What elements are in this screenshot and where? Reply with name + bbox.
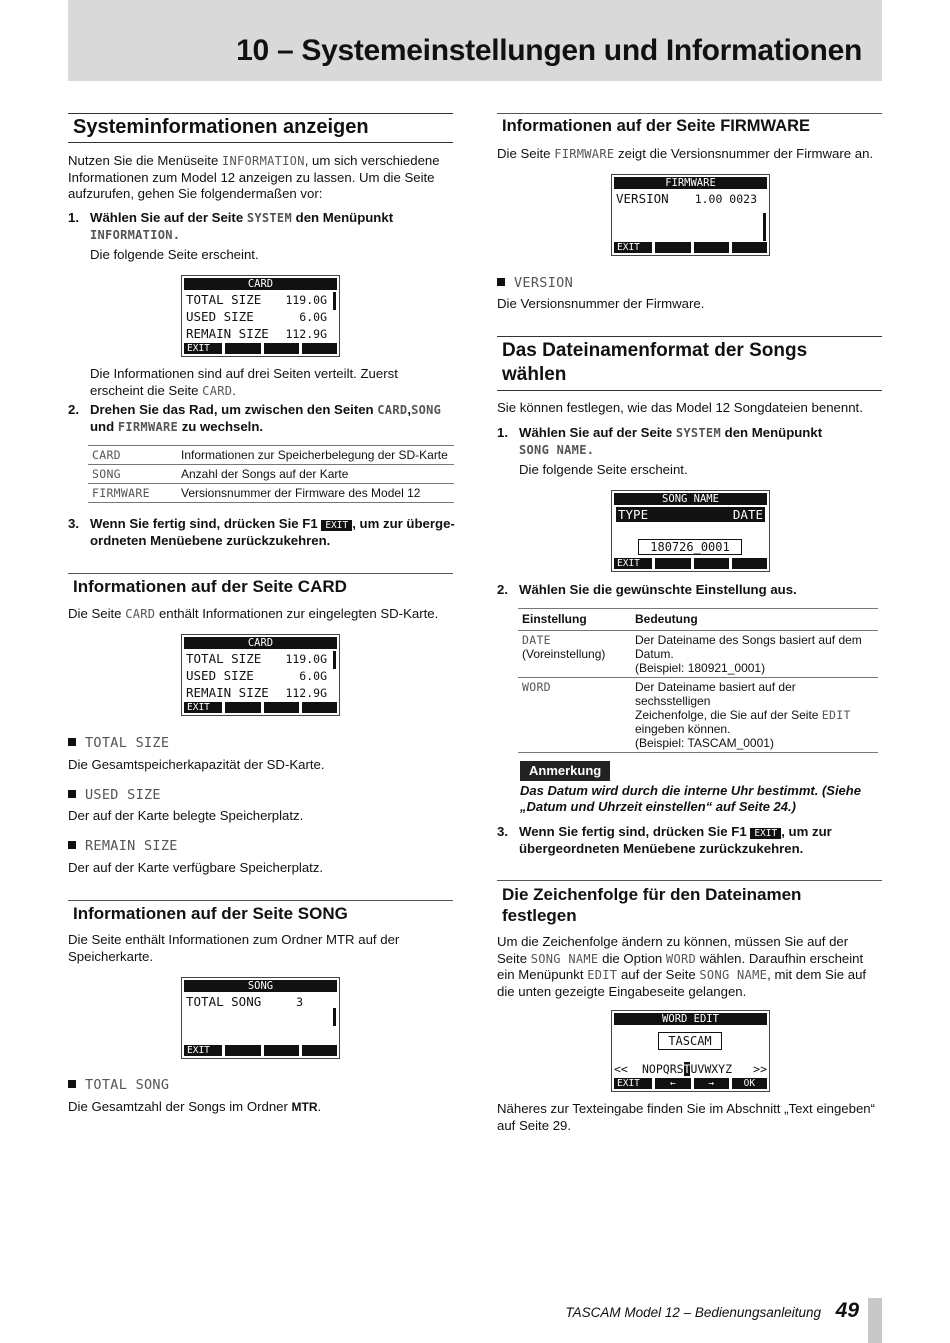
bullet-square-icon xyxy=(68,738,76,746)
bullet-total-song: TOTAL SONG xyxy=(68,1077,169,1093)
file-format-intro: Sie können festlegen, wie das Model 12 Songdateien benennt. xyxy=(497,400,863,415)
sysinfo-intro: Nutzen Sie die Menüseite INFORMATION, um sich verschiedene Informationen zum Model 12 anzeigen zu lassen. Um die Seite aufzurufen, gehen Sie folgendermaßen vor: xyxy=(68,153,440,201)
file-format-step-2: 2. Wählen Sie die gewünschte Einstellung aus. xyxy=(497,582,797,597)
remain-size-desc: Der auf der Karte verfügbare Speicherplatz. xyxy=(68,860,324,875)
sysinfo-step-2: 2. Drehen Sie das Rad, um zwischen den Seiten CARD,SONG und FIRMWARE zu wechseln. xyxy=(68,402,442,434)
page-edge-tab xyxy=(868,1298,882,1343)
used-size-desc: Der auf der Karte belegte Speicherplatz. xyxy=(68,808,304,823)
lcd-screen-card-2: CARD TOTAL SIZE 119.0G USED SIZE 6.0G REMAIN SIZE 112.9G EXIT xyxy=(181,634,340,716)
note-text: Das Datum wird durch die interne Uhr bestimmt. (Siehe „Datum und Uhrzeit einstellen“ auf Seite 24.) xyxy=(520,783,861,814)
table-row: CARD Informationen zur Speicherbelegung der SD-Karte xyxy=(88,446,454,465)
lcd-screen-firmware: FIRMWARE VERSION 1.00 0023 EXIT xyxy=(611,174,770,256)
info-pages-table xyxy=(88,445,454,503)
card-intro: Die Seite CARD enthält Informationen zur eingelegten SD-Karte. xyxy=(68,606,439,621)
version-desc: Die Versionsnummer der Firmware. xyxy=(497,296,705,311)
chapter-title: 10 – Systemeinstellungen und Informationen xyxy=(236,34,862,67)
page-number: 49 xyxy=(835,1299,859,1322)
footer-manual-title: TASCAM Model 12 – Bedienungsanleitung xyxy=(565,1305,821,1320)
total-size-desc: Die Gesamtspeicherkapazität der SD-Karte. xyxy=(68,757,325,772)
bullet-used-size: USED SIZE xyxy=(68,787,161,803)
lcd-screen-song: SONG TOTAL SONG 3 EXIT xyxy=(181,977,340,1059)
sysinfo-step-3: 3. Wenn Sie fertig sind, drücken Sie F1 EXIT , um zur überge-ordneten Menüebene zurückzukehren. xyxy=(68,516,455,548)
bullet-square-icon xyxy=(68,1080,76,1088)
char-sequence-text: Um die Zeichenfolge ändern zu können, müssen Sie auf der Seite SONG NAME die Option WORD wählen. Daraufhin erscheint ein Menüpunkt EDIT auf der Seite SONG NAME, mit dem Sie auf die unten gezeigte Eingabeseite gelangen. xyxy=(497,934,867,999)
table-row: WORD Der Dateiname basiert auf der sechsstelligen Zeichenfolge, die Sie auf der Seite EDIT eingeben können. (Beispiel: TASCAM_0001) xyxy=(518,678,878,753)
song-intro: Die Seite enthält Informationen zum Ordner MTR auf der Speicherkarte. xyxy=(68,932,400,964)
table-row: SONG Anzahl der Songs auf der Karte xyxy=(88,465,454,484)
section-heading-song: Informationen auf der Seite SONG xyxy=(68,900,453,924)
song-name-sample: 180726_0001 xyxy=(638,539,742,555)
file-format-table xyxy=(518,608,878,753)
bullet-square-icon xyxy=(68,790,76,798)
sysinfo-after-step-1: Die Informationen sind auf drei Seiten verteilt. Zuerst erscheint die Seite CARD. xyxy=(90,366,398,398)
lcd-screen-word-edit: WORD EDIT TASCAM << NOPQRSTUVWXYZ >> EXIT ← → OK xyxy=(611,1010,770,1092)
file-format-step-1: 1. Wählen Sie auf der Seite SYSTEM den Menüpunkt SONG NAME. Die folgende Seite erscheint. xyxy=(497,425,823,477)
note-label: Anmerkung xyxy=(520,761,610,781)
exit-key-label: EXIT xyxy=(750,828,781,839)
char-sequence-outro: Näheres zur Texteingabe finden Sie im Abschnitt „Text eingeben“ auf Seite 29. xyxy=(497,1101,876,1133)
bullet-square-icon xyxy=(497,278,505,286)
lcd-screen-card-1: CARD TOTAL SIZE 119.0G USED SIZE 6.0G REMAIN SIZE 112.9G EXIT xyxy=(181,275,340,357)
section-heading-file-format: Das Dateinamenformat der Songs wählen xyxy=(497,336,882,391)
section-heading-card: Informationen auf der Seite CARD xyxy=(68,573,453,597)
bullet-version: VERSION xyxy=(497,275,573,291)
exit-key-label: EXIT xyxy=(321,520,352,531)
sysinfo-step-1: 1. Wählen Sie auf der Seite SYSTEM den Menüpunkt INFORMATION. Die folgende Seite erscheint. xyxy=(68,210,394,262)
table-header-row: Einstellung Bedeutung xyxy=(518,609,878,631)
bullet-total-size: TOTAL SIZE xyxy=(68,735,169,751)
bullet-remain-size: REMAIN SIZE xyxy=(68,838,178,854)
lcd-screen-song-name: SONG NAME TYPE DATE 180726_0001 EXIT xyxy=(611,490,770,572)
table-row: FIRMWARE Versionsnummer der Firmware des Model 12 xyxy=(88,484,454,503)
file-format-step-3: 3. Wenn Sie fertig sind, drücken Sie F1 EXIT , um zur übergeordneten Menüebene zurückzukehren. xyxy=(497,824,832,856)
total-song-desc: Die Gesamtzahl der Songs im Ordner MTR. xyxy=(68,1099,322,1114)
firmware-intro: Die Seite FIRMWARE zeigt die Versionsnummer der Firmware an. xyxy=(497,146,874,161)
bullet-square-icon xyxy=(68,841,76,849)
section-heading-char-sequence: Die Zeichenfolge für den Dateinamen festlegen xyxy=(497,880,882,926)
word-edit-value: TASCAM xyxy=(658,1032,722,1050)
table-row: DATE (Voreinstellung) Der Dateiname des Songs basiert auf dem Datum. (Beispiel: 180921_0001) xyxy=(518,631,878,678)
section-heading-firmware: Informationen auf der Seite FIRMWARE xyxy=(497,113,882,136)
section-heading-sysinfo: Systeminformationen anzeigen xyxy=(68,113,453,143)
